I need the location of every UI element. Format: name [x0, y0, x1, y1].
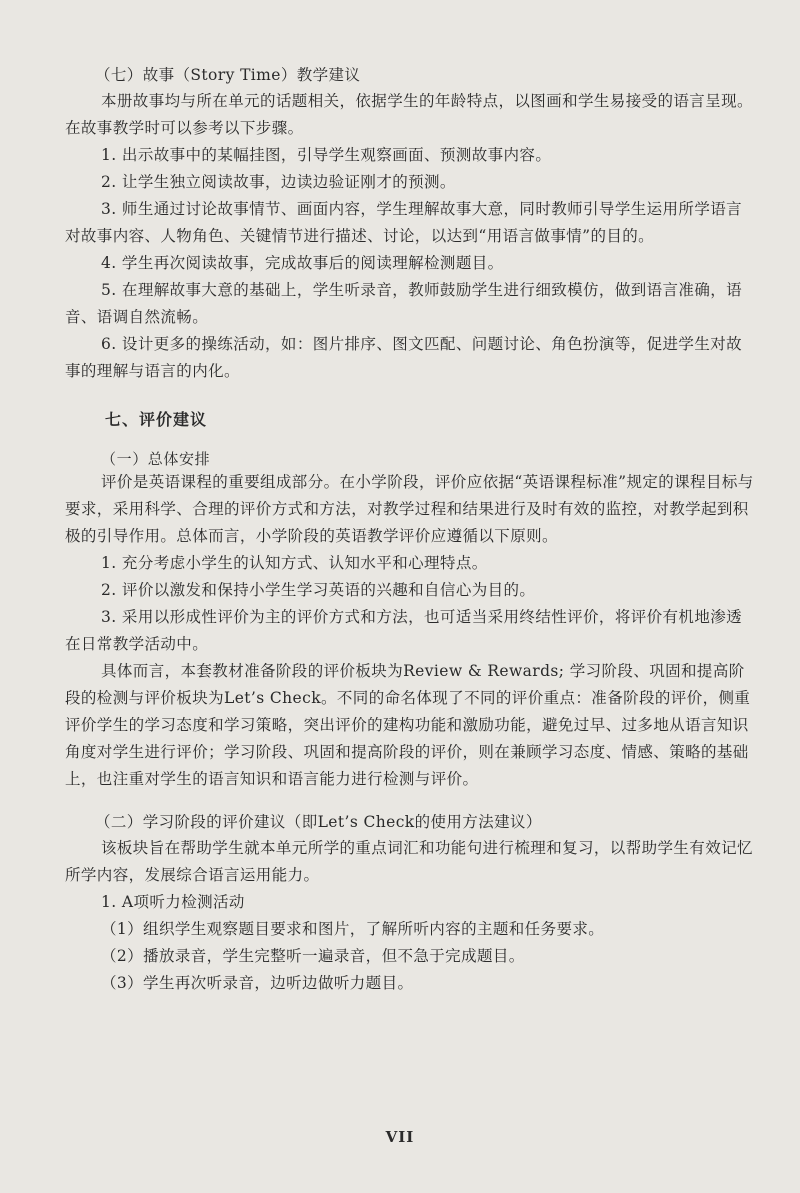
- story-intro: 本册故事均与所在单元的话题相关，依据学生的年龄特点，以图画和学生易接受的语言呈现。在故事教学时可以参考以下步骤。: [65, 92, 753, 138]
- learning-heading: （二）学习阶段的评价建议（即Let’s Check的使用方法建议）: [95, 812, 542, 831]
- page-content: [65, 62, 755, 997]
- page-number: VII: [385, 1128, 415, 1146]
- learning-item-a: 1. A项听力检测活动: [101, 892, 245, 911]
- evaluation-section-title: 七、评价建议: [105, 410, 208, 429]
- story-step-5: 5. 在理解故事大意的基础上，学生听录音，教师鼓励学生进行细致模仿，做到语言准确，语音、语调自然流畅。: [65, 281, 743, 327]
- story-step-4: 4. 学生再次阅读故事，完成故事后的阅读理解检测题目。: [101, 254, 504, 273]
- story-step-3: 3. 师生通过讨论故事情节、画面内容，学生理解故事大意，同时教师引导学生运用所学语言对故事内容、人物角色、关键情节进行描述、讨论，以达到“用语言做事情”的目的。: [65, 200, 743, 246]
- principle-1: 1. 充分考虑小学生的认知方式、认知水平和心理特点。: [101, 553, 488, 572]
- learning-intro: 该板块旨在帮助学生就本单元所学的重点词汇和功能句进行梳理和复习，以帮助学生有效记忆所学内容，发展综合语言运用能力。: [65, 838, 753, 884]
- overall-detail: 具体而言，本套教材准备阶段的评价板块为Review & Rewards; 学习阶段、巩固和提高阶段的检测与评价板块为Let’s Check。不同的命名体现了不同的评价重点：准备阶段的评价，侧重评价学生的学习态度和学习策略，突出评价的建构功能和激励功能，避免过早、过多地从语言知识角度对学生进行评价；学习阶段、巩固和提高阶段的评价，则在兼顾学习态度、情感、策略的基础上，也注重对学生的语言知识和语言能力进行检测与评价。: [65, 661, 751, 788]
- learning-step-3: （3）学生再次听录音，边听边做听力题目。: [101, 973, 414, 992]
- overall-heading: （一）总体安排: [101, 450, 211, 468]
- principle-3: 3. 采用以形成性评价为主的评价方式和方法，也可适当采用终结性评价，将评价有机地渗透在日常教学活动中。: [65, 607, 743, 653]
- story-step-1: 1. 出示故事中的某幅挂图，引导学生观察画面、预测故事内容。: [101, 146, 552, 165]
- story-heading: （七）故事（Story Time）教学建议: [95, 66, 361, 84]
- principle-2: 2. 评价以激发和保持小学生学习英语的兴趣和自信心为目的。: [101, 580, 536, 599]
- story-step-6: 6. 设计更多的操练活动，如：图片排序、图文匹配、问题讨论、角色扮演等，促进学生对故事的理解与语言的内化。: [65, 335, 743, 381]
- learning-step-2: （2）播放录音，学生完整听一遍录音，但不急于完成题目。: [101, 946, 525, 965]
- learning-step-1: （1）组织学生观察题目要求和图片，了解所听内容的主题和任务要求。: [101, 919, 605, 938]
- story-step-2: 2. 让学生独立阅读故事，边读边验证刚才的预测。: [101, 173, 456, 192]
- overall-intro: 评价是英语课程的重要组成部分。在小学阶段，评价应依据“英语课程标准”规定的课程目标与要求，采用科学、合理的评价方式和方法，对教学过程和结果进行及时有效的监控，对教学起到积极的引导作用。总体而言，小学阶段的英语教学评价应遵循以下原则。: [65, 473, 754, 545]
